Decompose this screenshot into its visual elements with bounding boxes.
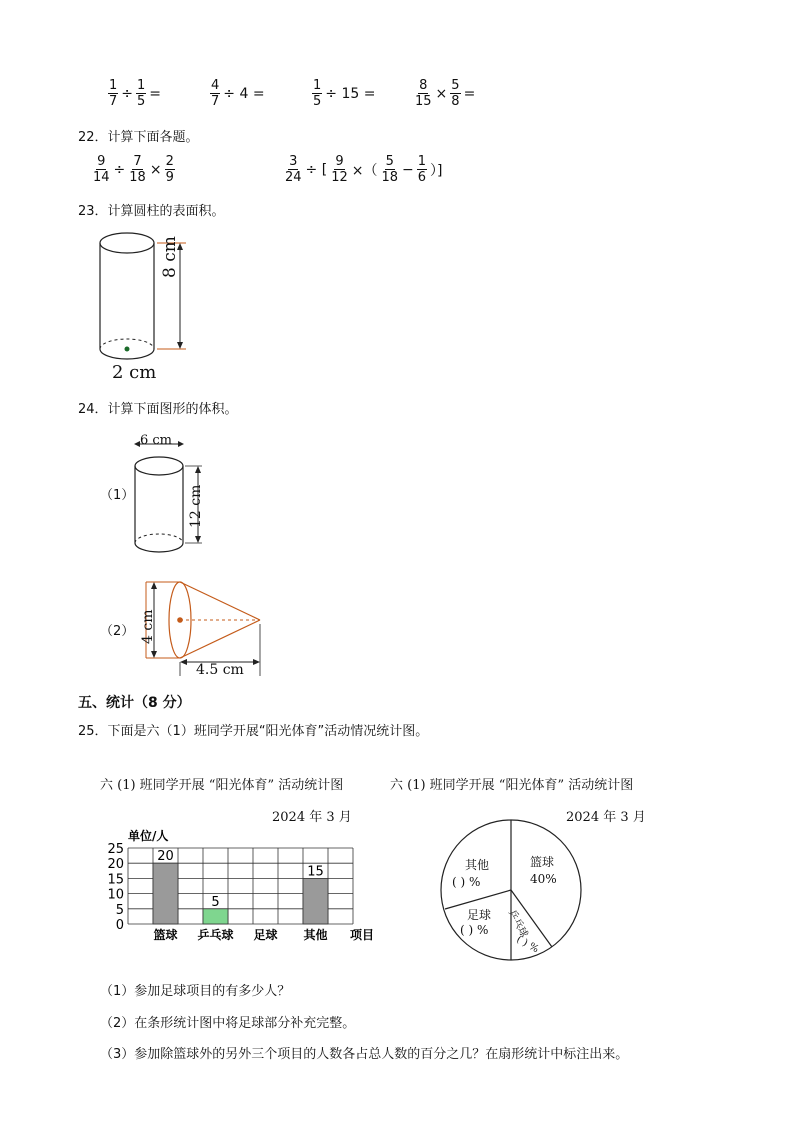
pie-pct-pingpong: ( ) % — [514, 934, 541, 956]
bar-chart-date: 2024 年 3 月 — [272, 810, 352, 825]
q24-part1-label: （1） — [100, 488, 135, 503]
q25-title: 25．下面是六（1）班同学开展“阳光体育”活动情况统计图。 — [78, 724, 429, 739]
q22-expr-1: $\frac{9}{14}$ ÷ $\frac{7}{18}$ × $\frac{2}{9}$ — [93, 154, 174, 185]
cone-diameter-label: 4 cm — [140, 609, 156, 644]
bar-value-label: 20 — [157, 849, 174, 865]
calc-1: $\frac{1}{7}$ ÷ $\frac{1}{5}$ = — [109, 78, 162, 109]
bar — [203, 909, 228, 924]
cylinder-2-height-label: 12 cm — [188, 484, 204, 528]
bar-category-label: 足球 — [253, 928, 278, 942]
pie-label-other: 其他 — [465, 858, 490, 872]
pie-pct-football: ( ) % — [460, 923, 489, 937]
bar-chart-bars — [153, 849, 328, 924]
pie-pct-basketball: 40% — [530, 872, 557, 886]
pie-label-football: 足球 — [467, 908, 492, 922]
bar-category-label: 其他 — [303, 928, 328, 942]
calc-4: $\frac{8}{15}$ × $\frac{5}{8}$ = — [415, 78, 476, 109]
bar-chart-title: 六 (1) 班同学开展 “阳光体育” 活动统计图 — [100, 778, 344, 793]
calc-2: $\frac{4}{7}$ ÷ 4 = — [211, 78, 265, 109]
q22-expr-2: $\frac{3}{24}$ ÷ [ $\frac{9}{12}$ ×（ $\frac{5}{18}$ − $\frac{1}{6}$ ）] — [285, 154, 443, 185]
bar-chart-yticks — [107, 842, 124, 933]
pie-label-basketball: 篮球 — [530, 855, 555, 869]
bar-chart — [100, 824, 400, 948]
bar-category-label: 乒乓球 — [197, 928, 234, 942]
bar-chart-ytick: 15 — [107, 872, 124, 888]
bar-category-label: 篮球 — [153, 928, 178, 942]
q24-part2-label: （2） — [100, 624, 135, 639]
q25-sub3: （3）参加除篮球外的另外三个项目的人数各占总人数的百分之几？在扇形统计中标注出来。 — [100, 1047, 629, 1062]
q25-sub1: （1）参加足球项目的有多少人？ — [100, 984, 291, 999]
cone-height-label: 4.5 cm — [196, 662, 244, 678]
pie-chart-date: 2024 年 3 月 — [566, 810, 646, 825]
pie-label-pingpong: 乒乓球 — [505, 907, 530, 940]
bar — [303, 878, 328, 924]
bar-chart-ytick: 5 — [115, 902, 124, 918]
bar-chart-ylabel: 单位/人 — [128, 829, 169, 843]
bar-chart-xlabel: 项目 — [350, 928, 375, 942]
bar-value-label: 15 — [307, 864, 324, 880]
cylinder-diameter-label: 2 cm — [112, 362, 157, 383]
pie-chart — [436, 814, 586, 964]
q25-sub2: （2）在条形统计图中将足球部分补充完整。 — [100, 1016, 356, 1031]
pie-chart-title: 六 (1) 班同学开展 “阳光体育” 活动统计图 — [390, 778, 634, 793]
bar — [153, 863, 178, 924]
cylinder-height-label: 8 cm — [160, 236, 180, 278]
q24-title: 24．计算下面图形的体积。 — [78, 402, 238, 417]
bar-chart-categories — [153, 927, 327, 942]
bar-chart-ytick: 25 — [107, 842, 124, 857]
bar-value-label: 5 — [211, 894, 220, 910]
pie-pct-other: ( ) % — [452, 875, 481, 889]
section-5-title: 五、统计（8 分） — [78, 695, 191, 711]
bar-chart-ytick: 0 — [115, 918, 124, 933]
q23-title: 23．计算圆柱的表面积。 — [78, 204, 225, 219]
cylinder-2-diameter-label: 6 cm — [140, 433, 173, 448]
bar-chart-ytick: 20 — [107, 857, 124, 873]
bar-chart-ytick: 10 — [107, 887, 124, 903]
calc-3: $\frac{1}{5}$ ÷ 15 = — [313, 78, 376, 109]
q22-title: 22．计算下面各题。 — [78, 130, 199, 145]
